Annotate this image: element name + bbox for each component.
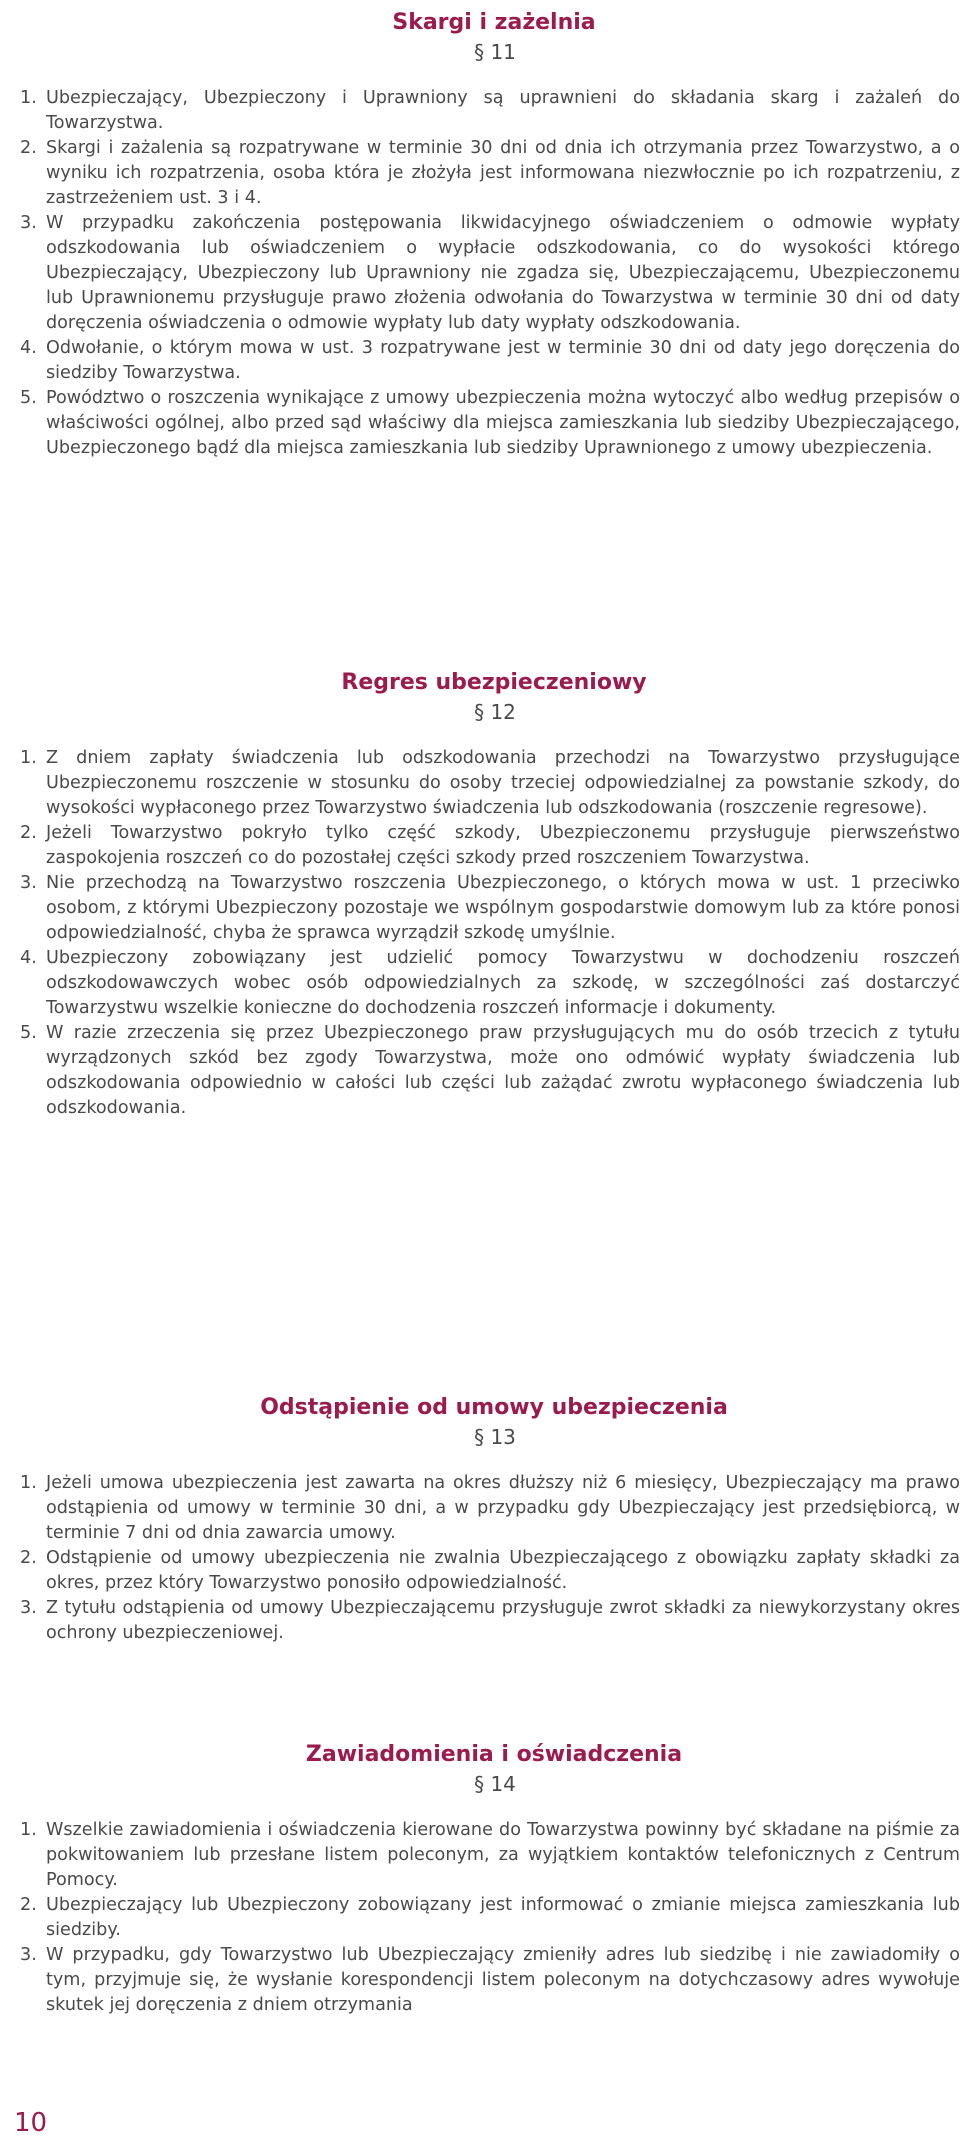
item-text: W przypadku, gdy Towarzystwo lub Ubezpieczający zmieniły adres lub siedzibę i nie zawiadomiły o tym, przyjmuje się, że wysłanie korespondencji listem poleconym na dotychczasowy adres wywołuje skutek jej doręczenia z dniem otrzymania <box>46 1945 960 2015</box>
section-items <box>20 1818 960 2018</box>
section-notices <box>20 1740 960 2018</box>
list-item <box>20 1021 960 1121</box>
list-item <box>20 386 960 461</box>
item-number: 3. <box>20 873 37 893</box>
item-text: Wszelkie zawiadomienia i oświadczenia kierowane do Towarzystwa powinny być składane na piśmie za pokwitowaniem lub przesłane listem poleconym, za wyjątkiem kontaktów telefonicznych z Centrum Pomocy. <box>46 1820 960 1890</box>
item-number: 2. <box>20 1895 37 1915</box>
list-item <box>20 1818 960 1893</box>
item-text: W przypadku zakończenia postępowania likwidacyjnego oświadczeniem o odmowie wypłaty odszkodowania lub oświadczeniem o wypłacie odszkodowania, co do wysokości którego Ubezpieczający, Ubezpieczony lub Uprawniony nie zgadza się, Ubezpieczającemu, Ubezpieczonemu lub Uprawnionemu przysługuje prawo złożenia odwołania do Towarzystwa w terminie 30 dni od daty doręczenia oświadczenia o odmowie wypłaty lub daty wypłaty odszkodowania. <box>46 213 960 333</box>
item-number: 1. <box>20 748 37 768</box>
section-title: Regres ubezpieczeniowy <box>341 670 647 695</box>
item-number: 2. <box>20 823 37 843</box>
item-number: 2. <box>20 138 37 158</box>
item-text: Z tytułu odstąpienia od umowy Ubezpieczającemu przysługuje zwrot składki za niewykorzystany okres ochrony ubezpieczeniowej. <box>46 1598 960 1643</box>
item-text: Odwołanie, o którym mowa w ust. 3 rozpatrywane jest w terminie 30 dni od daty jego doręczenia do siedziby Towarzystwa. <box>46 338 960 383</box>
item-number: 1. <box>20 1473 37 1493</box>
item-number: 5. <box>20 1023 37 1043</box>
item-text: Powództwo o roszczenia wynikające z umowy ubezpieczenia można wytoczyć albo według przepisów o właściwości ogólnej, albo przed sąd właściwy dla miejsca zamieszkania lub siedziby Ubezpieczającego, Ubezpieczonego bądź dla miejsca zamieszkania lub siedziby Uprawnionego z umowy ubezpieczenia. <box>46 388 960 458</box>
section-items <box>20 1471 960 1646</box>
section-title: Odstąpienie od umowy ubezpieczenia <box>260 1395 728 1420</box>
list-item <box>20 1546 960 1596</box>
section-number: § 12 <box>474 700 516 724</box>
list-item <box>20 1596 960 1646</box>
item-text: Skargi i zażalenia są rozpatrywane w terminie 30 dni od dnia ich otrzymania przez Towarzystwo, a o wyniku ich rozpatrzenia, osoba która je złożyła jest informowana niezwłocznie po ich rozpatrzeniu, z zastrzeżeniem ust. 3 i 4. <box>46 138 960 208</box>
item-number: 3. <box>20 1945 37 1965</box>
item-text: Odstąpienie od umowy ubezpieczenia nie zwalnia Ubezpieczającego z obowiązku zapłaty składki za okres, przez który Towarzystwo ponosiło odpowiedzialność. <box>46 1548 960 1593</box>
item-text: Z dniem zapłaty świadczenia lub odszkodowania przechodzi na Towarzystwo przysługujące Ubezpieczonemu roszczenie w stosunku do osoby trzeciej odpowiedzialnej za powstanie szkody, do wysokości wypłaconego przez Towarzystwo świadczenia lub odszkodowania (roszczenie regresowe). <box>46 748 960 818</box>
section-complaints <box>20 8 960 461</box>
list-item <box>20 746 960 821</box>
item-text: Ubezpieczający lub Ubezpieczony zobowiązany jest informować o zmianie miejsca zamieszkania lub siedziby. <box>46 1895 960 1940</box>
section-number: § 14 <box>474 1772 516 1796</box>
list-item <box>20 86 960 136</box>
section-items <box>20 86 960 461</box>
section-title: Skargi i zażelnia <box>392 10 596 35</box>
item-number: 4. <box>20 338 37 358</box>
item-number: 2. <box>20 1548 37 1568</box>
section-number: § 11 <box>474 40 516 64</box>
section-title: Zawiadomienia i oświadczenia <box>305 1742 683 1767</box>
list-item <box>20 336 960 386</box>
list-item <box>20 1471 960 1546</box>
section-withdrawal <box>20 1393 960 1646</box>
item-number: 3. <box>20 213 37 233</box>
item-text: Jeżeli umowa ubezpieczenia jest zawarta na okres dłuższy niż 6 miesięcy, Ubezpieczający ma prawo odstąpienia od umowy w terminie 30 dni, a w przypadku gdy Ubezpieczający jest przedsiębiorcą, w terminie 7 dni od dnia zawarcia umowy. <box>46 1473 960 1543</box>
item-text: Ubezpieczający, Ubezpieczony i Uprawniony są uprawnieni do składania skarg i zażaleń do Towarzystwa. <box>46 88 960 133</box>
list-item <box>20 136 960 211</box>
page-number: 10 <box>14 2108 48 2138</box>
item-number: 5. <box>20 388 37 408</box>
item-number: 1. <box>20 88 37 108</box>
list-item <box>20 821 960 871</box>
section-recourse <box>20 668 960 1121</box>
item-text: Nie przechodzą na Towarzystwo roszczenia Ubezpieczonego, o których mowa w ust. 1 przeciwko osobom, z którymi Ubezpieczony pozostaje we wspólnym gospodarstwie domowym lub za które ponosi odpowiedzialność, chyba że sprawca wyrządził szkodę umyślnie. <box>46 873 960 943</box>
item-number: 4. <box>20 948 37 968</box>
section-number: § 13 <box>474 1425 516 1449</box>
list-item <box>20 211 960 336</box>
item-number: 1. <box>20 1820 37 1840</box>
list-item <box>20 1893 960 1943</box>
item-text: Ubezpieczony zobowiązany jest udzielić pomocy Towarzystwu w dochodzeniu roszczeń odszkodowawczych wobec osób odpowiedzialnych za szkodę, w szczególności zaś dostarczyć Towarzystwu wszelkie konieczne do dochodzenia roszczeń informacje i dokumenty. <box>46 948 960 1018</box>
list-item <box>20 1943 960 2018</box>
item-text: Jeżeli Towarzystwo pokryło tylko część szkody, Ubezpieczonemu przysługuje pierwszeństwo zaspokojenia roszczeń co do pozostałej części szkody przed roszczeniem Towarzystwa. <box>46 823 960 868</box>
list-item <box>20 946 960 1021</box>
list-item <box>20 871 960 946</box>
item-text: W razie zrzeczenia się przez Ubezpieczonego praw przysługujących mu do osób trzecich z tytułu wyrządzonych szkód bez zgody Towarzystwa, może ono odmówić wypłaty świadczenia lub odszkodowania odpowiednio w całości lub części lub zażądać zwrotu wypłaconego świadczenia lub odszkodowania. <box>46 1023 960 1118</box>
section-items <box>20 746 960 1121</box>
item-number: 3. <box>20 1598 37 1618</box>
